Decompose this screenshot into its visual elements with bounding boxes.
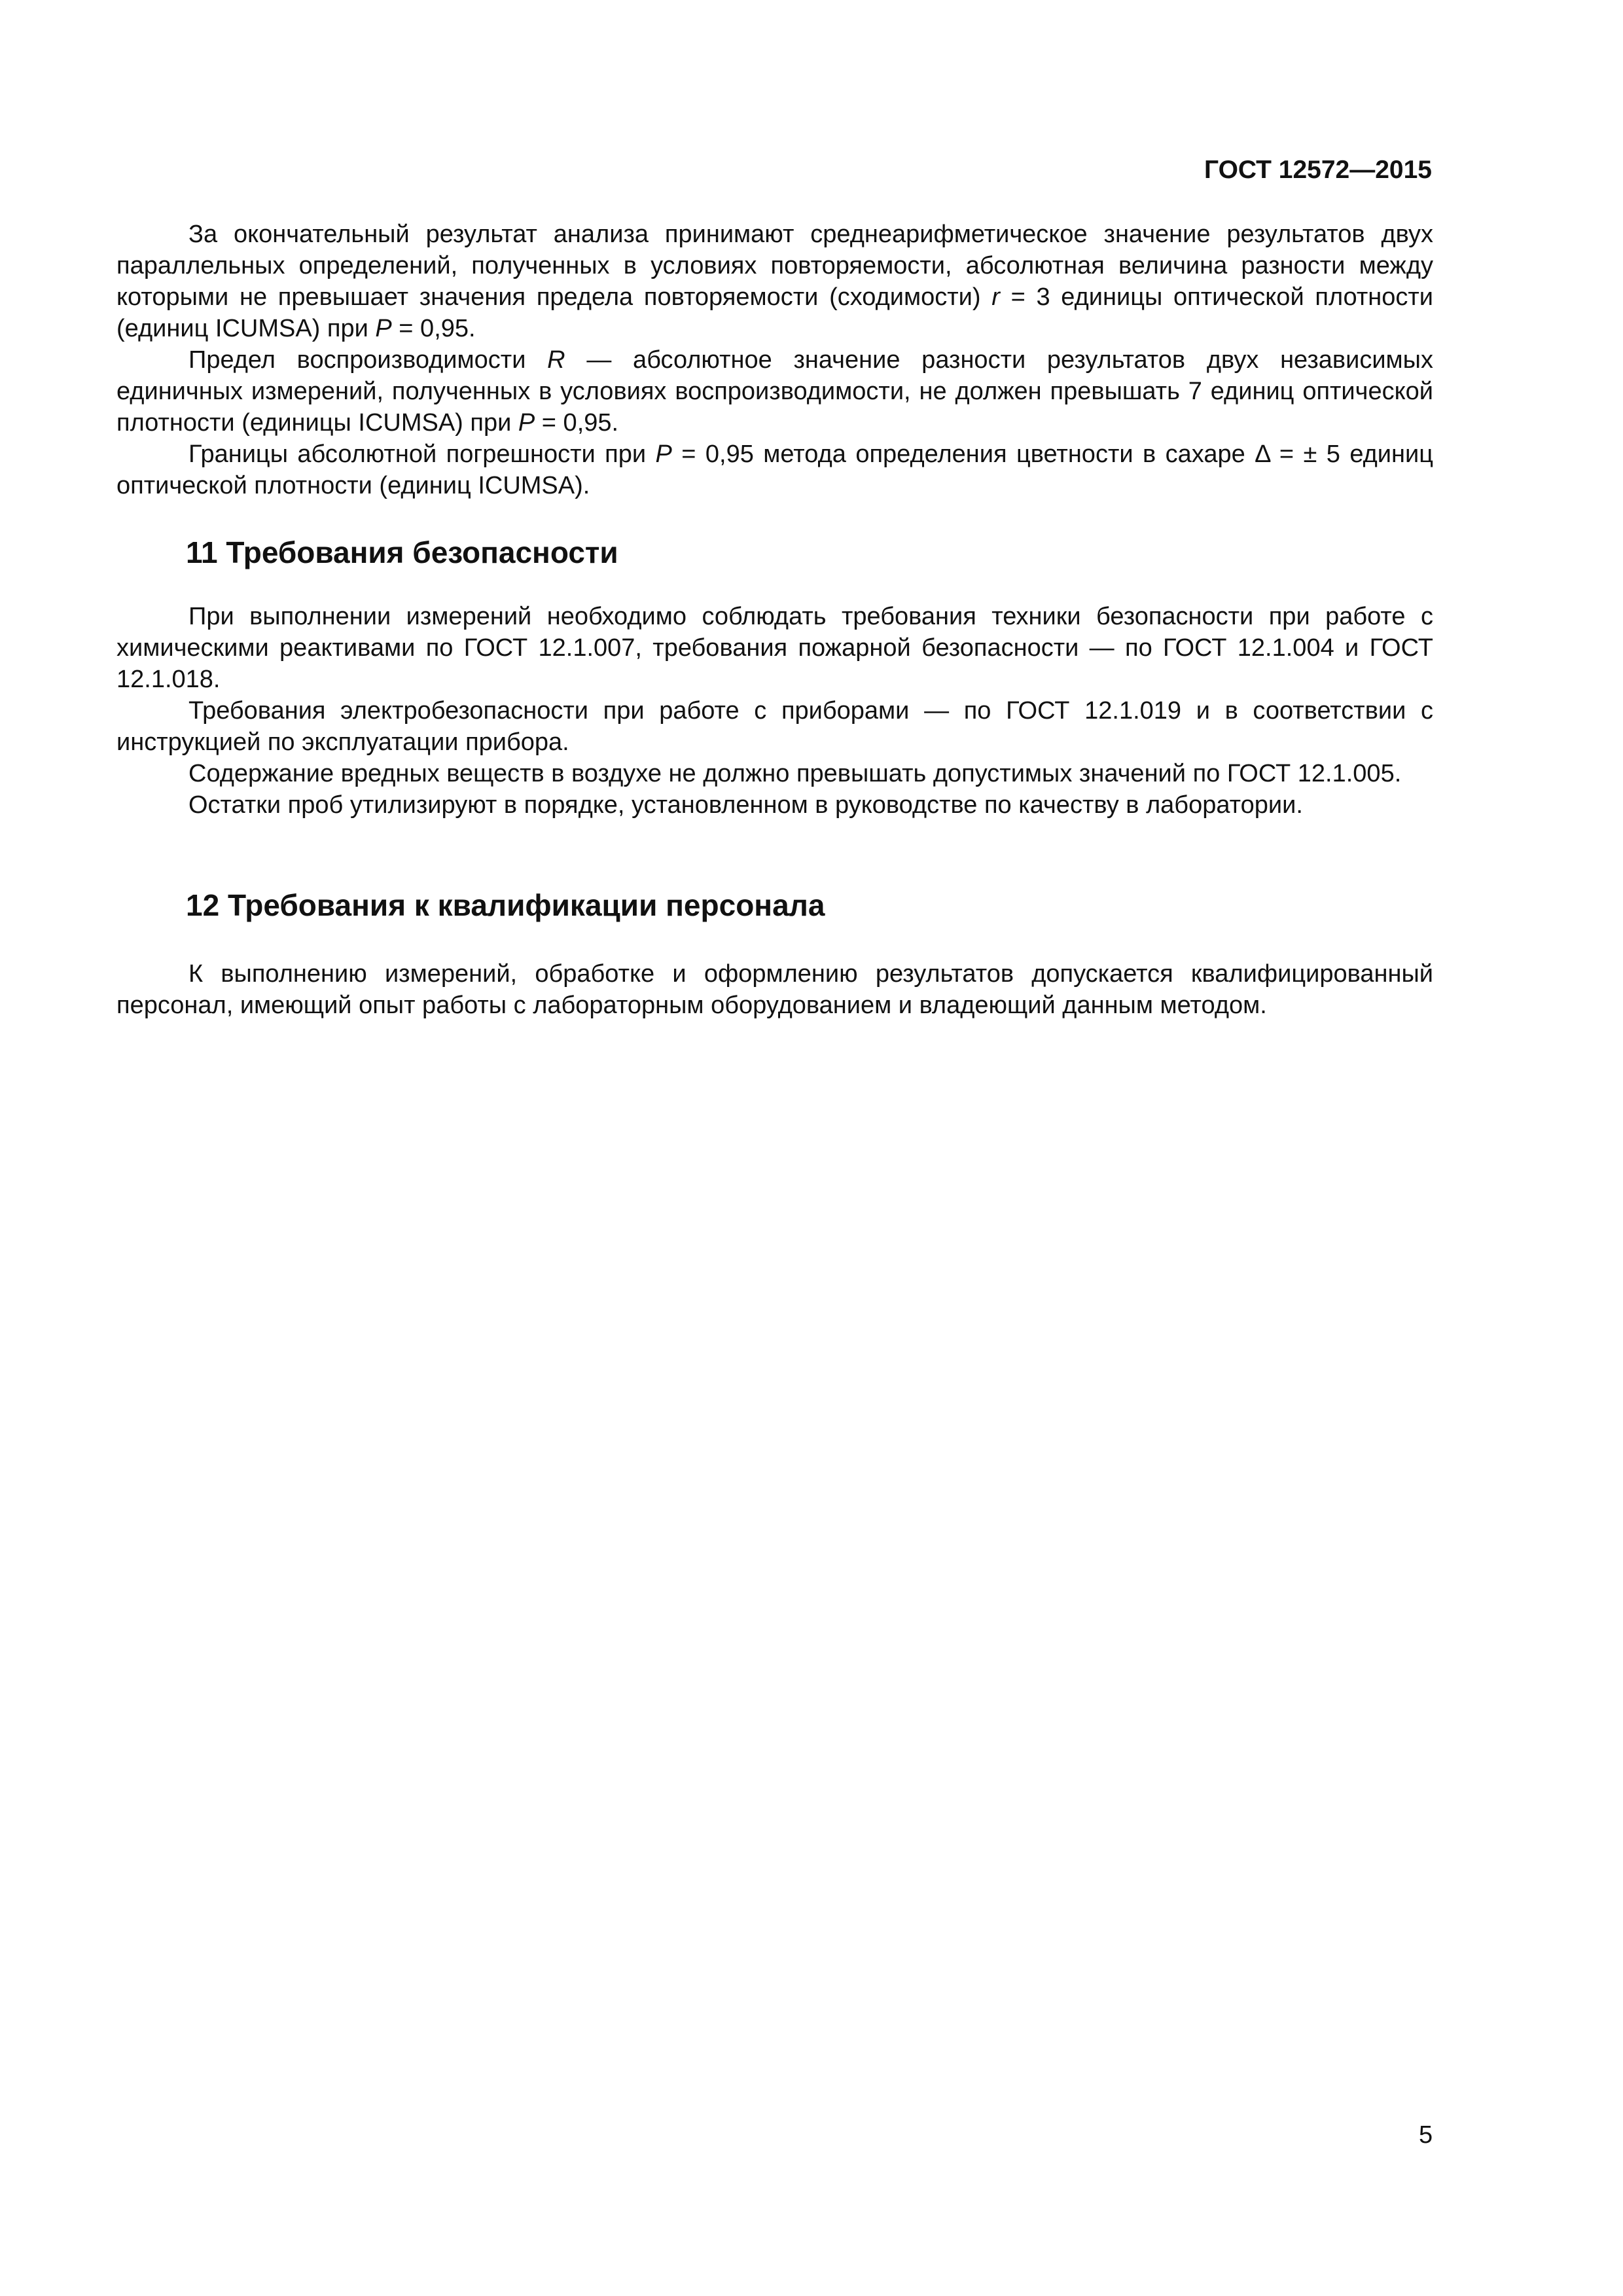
var-r: r (991, 283, 1000, 311)
paragraph-reproducibility: Предел воспроизводимости R — абсолютное значение разности результатов двух независимых единичных измерений, полученных в условиях воспроизводимости, не должен превышать 7 единиц оптической плотности (единицы ICUMSA) при P = 0,95. (116, 346, 1433, 437)
paragraph: Содержание вредных веществ в воздухе не должно превышать допустимых значений по ГОСТ 12.1.005. (188, 760, 1402, 787)
paragraph: Требования электробезопасности при работе с приборами — по ГОСТ 12.1.019 и в соответствии с инструкцией по эксплуатации прибора. (116, 697, 1433, 756)
section-12-heading-block (116, 887, 1433, 924)
paragraph-error-bounds: Границы абсолютной погрешности при P = 0,95 метода определения цветности в сахаре Δ = ± 5 единиц оптической плотности (единиц ICUMSA). (116, 440, 1433, 499)
var-p: P (375, 315, 392, 342)
section-11-text (116, 601, 1433, 821)
var-p: P (518, 409, 535, 437)
paragraph: При выполнении измерений необходимо соблюдать требования техники безопасности при работе с химическими реактивами по ГОСТ 12.1.007, требования пожарной безопасности — по ГОСТ 12.1.004 и ГОСТ 12.1.018. (116, 603, 1433, 693)
paragraph: К выполнению измерений, обработке и оформлению результатов допускается квалифицированный персонал, имеющий опыт работы с лабораторным оборудованием и владеющий данным методом. (116, 960, 1433, 1019)
section-heading: 11 Требования безопасности (186, 535, 618, 569)
section-12-text (116, 958, 1433, 1021)
var-R: R (547, 346, 565, 374)
section-10-text (116, 219, 1433, 501)
section-11-heading-block (116, 534, 1433, 571)
page-number: 5 (1419, 2121, 1433, 2149)
section-heading: 12 Требования к квалификации персонала (186, 888, 825, 922)
document-code: ГОСТ 12572—2015 (1204, 156, 1432, 184)
var-p: P (655, 440, 672, 468)
paragraph-final-result: За окончательный результат анализа принимают среднеарифметическое значение результатов двух параллельных определений, полученных в условиях повторяемости, абсолютная величина разности между которыми не превышает значения предела повторяемости (сходимости) r = 3 единицы оптической плотности (единиц ICUMSA) при P = 0,95. (116, 221, 1433, 342)
paragraph: Остатки проб утилизируют в порядке, установленном в руководстве по качеству в лаборатории. (188, 791, 1303, 819)
